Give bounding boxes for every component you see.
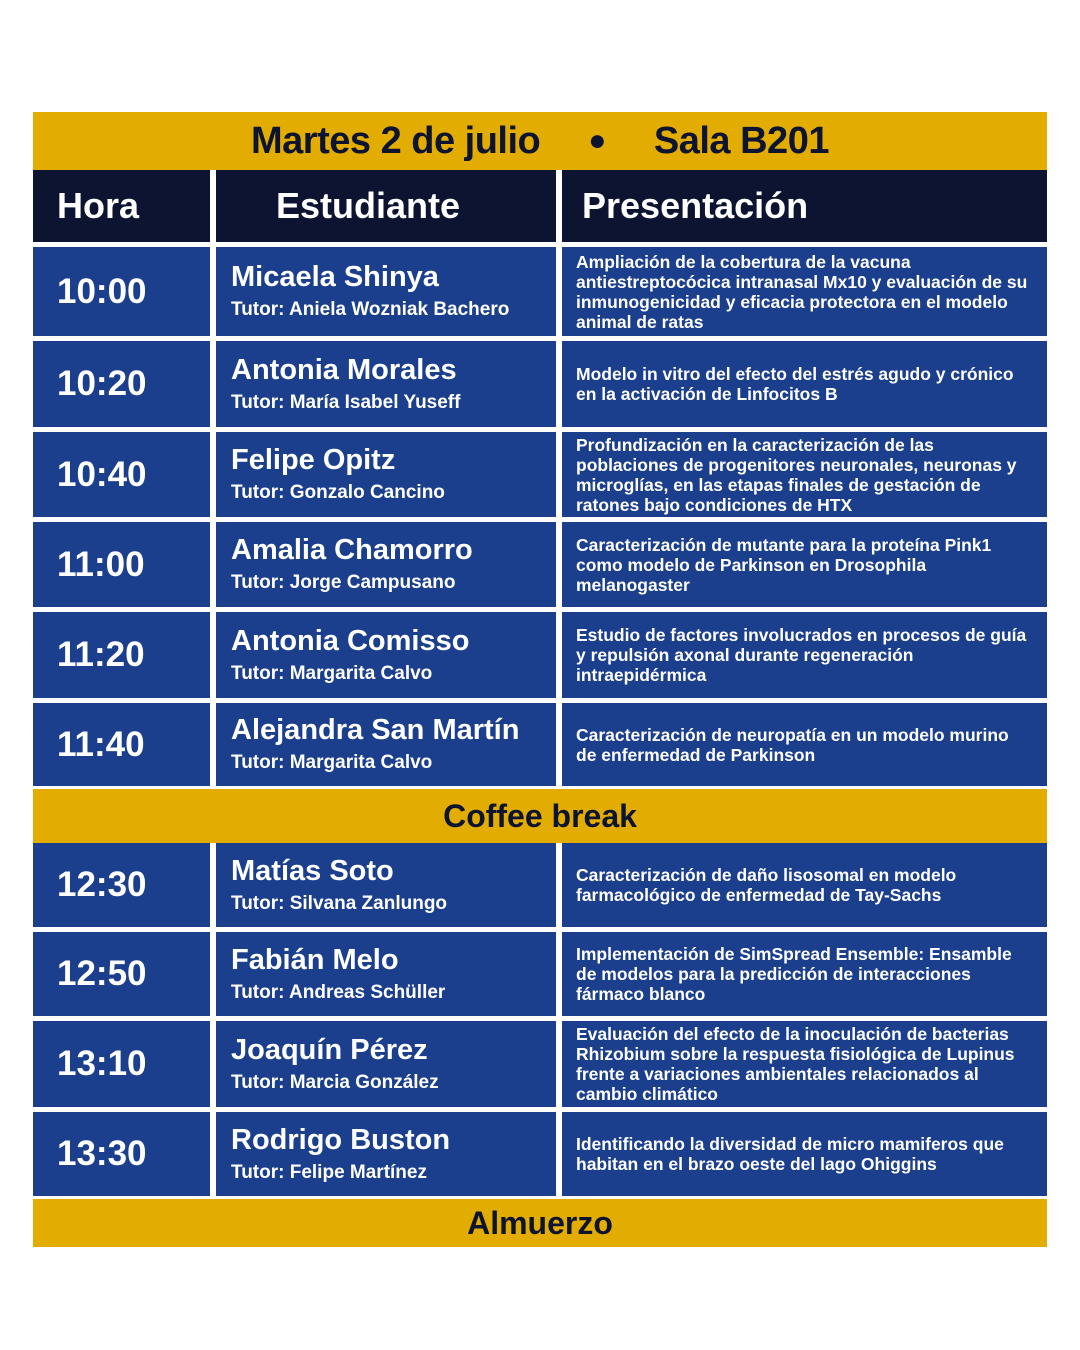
student-cell [210,1112,562,1196]
student-name: Felipe Opitz [231,444,396,476]
student-name: Matías Soto [231,854,394,887]
tutor-name: Tutor: Margarita Calvo [231,662,433,684]
table-row [33,927,1047,1016]
student-cell [210,703,562,786]
table-row [33,607,1047,698]
column-headers [33,170,1047,242]
tutor-name: Tutor: Gonzalo Cancino [231,482,445,503]
lunch-bar [33,1196,1047,1247]
tutor-name: Tutor: Jorge Campusano [231,572,456,593]
student-cell [210,341,562,427]
tutor-name: Tutor: Margarita Calvo [231,752,433,773]
column-header-time: Hora [57,185,140,226]
tutor-name: Tutor: Andreas Schüller [231,981,446,1003]
student-cell [210,932,562,1016]
student-cell [210,1021,562,1107]
schedule-table [33,112,1047,1247]
presentation-title: Evaluación del efecto de la inoculación de bacterias Rhizobium sobre la respuesta fisiológica de Lupinus frente a variaciones ambientales relacionados al cambio climático [576,1024,1015,1104]
student-cell [210,612,562,698]
presentation-title: Implementación de SimSpread Ensemble: Ensamble de modelos para la predicción de interacciones fármaco blanco [576,944,1012,1004]
title-bar [33,112,1047,170]
student-name: Rodrigo Buston [231,1123,451,1156]
student-name: Micaela Shinya [231,261,439,293]
table-row [33,698,1047,786]
presentation-title: Caracterización de neuropatía en un modelo murino de enfermedad de Parkinson [576,724,1009,765]
student-cell [210,843,562,927]
student-name: Alejandra San Martín [231,714,520,746]
presentation-title: Caracterización de mutante para la proteína Pink1 como modelo de Parkinson en Drosophila melanogaster [576,534,992,595]
table-row [33,843,1047,927]
column-header-student: Estudiante [210,170,562,242]
presentation-title: Identificando la diversidad de micro mamiferos que habitan en el brazo oeste del lago Ohiggins [576,1134,1004,1174]
lunch-label: Almuerzo [467,1204,613,1241]
table-row [33,1107,1047,1196]
student-name: Joaquín Pérez [231,1033,428,1066]
table-row [33,242,1047,336]
student-cell [210,432,562,517]
table-row [33,427,1047,517]
separator-dot: ● [588,124,606,157]
tutor-name: Tutor: Aniela Wozniak Bachero [231,299,510,320]
student-cell [210,247,562,336]
session-time: 10:20 [57,364,147,403]
student-name: Antonia Morales [231,353,457,386]
presentation-title: Estudio de factores involucrados en procesos de guía y repulsión axonal durante regeneración intraepidérmica [576,625,1027,685]
student-name: Fabián Melo [231,943,399,976]
presentation-title: Caracterización de daño lisosomal en modelo farmacológico de enfermedad de Tay-Sachs [576,865,957,905]
student-name: Antonia Comisso [231,624,470,657]
tutor-name: Tutor: María Isabel Yuseff [231,391,461,413]
presentation-title: Ampliación de la cobertura de la vacuna antiestreptocócica intranasal Mx10 y evaluación de su inmunogenicidad y eficacia protectora en el modelo animal de ratas [576,251,1028,332]
presentation-title: Profundización en la caracterización de las poblaciones de progenitores neuronales, neuronas y microglías, en las etapas finales de gestación de ratones bajo condiciones de HTX [576,434,1017,515]
session-time: 10:00 [57,271,147,311]
session-time: 11:40 [57,724,145,764]
tutor-name: Tutor: Silvana Zanlungo [231,892,448,914]
presentation-title: Modelo in vitro del efecto del estrés agudo y crónico en la activación de Linfocitos B [576,364,1014,404]
session-time: 10:40 [57,454,147,494]
coffee-break-bar [33,786,1047,843]
student-name: Amalia Chamorro [231,534,473,566]
session-time: 13:30 [57,1134,147,1173]
column-header-presentation: Presentación [582,185,809,226]
room-label: Sala B201 [653,119,829,162]
coffee-break-label: Coffee break [443,797,637,834]
tutor-name: Tutor: Marcia González [231,1071,439,1093]
session-time: 12:50 [57,954,147,993]
tutor-name: Tutor: Felipe Martínez [231,1161,427,1183]
session-time: 11:00 [57,544,145,584]
table-row [33,336,1047,427]
table-row [33,517,1047,607]
session-time: 13:10 [57,1044,147,1083]
table-row [33,1016,1047,1107]
student-cell [210,522,562,607]
session-time: 11:20 [57,635,145,674]
session-time: 12:30 [57,865,147,904]
date-label: Martes 2 de julio [251,119,541,162]
